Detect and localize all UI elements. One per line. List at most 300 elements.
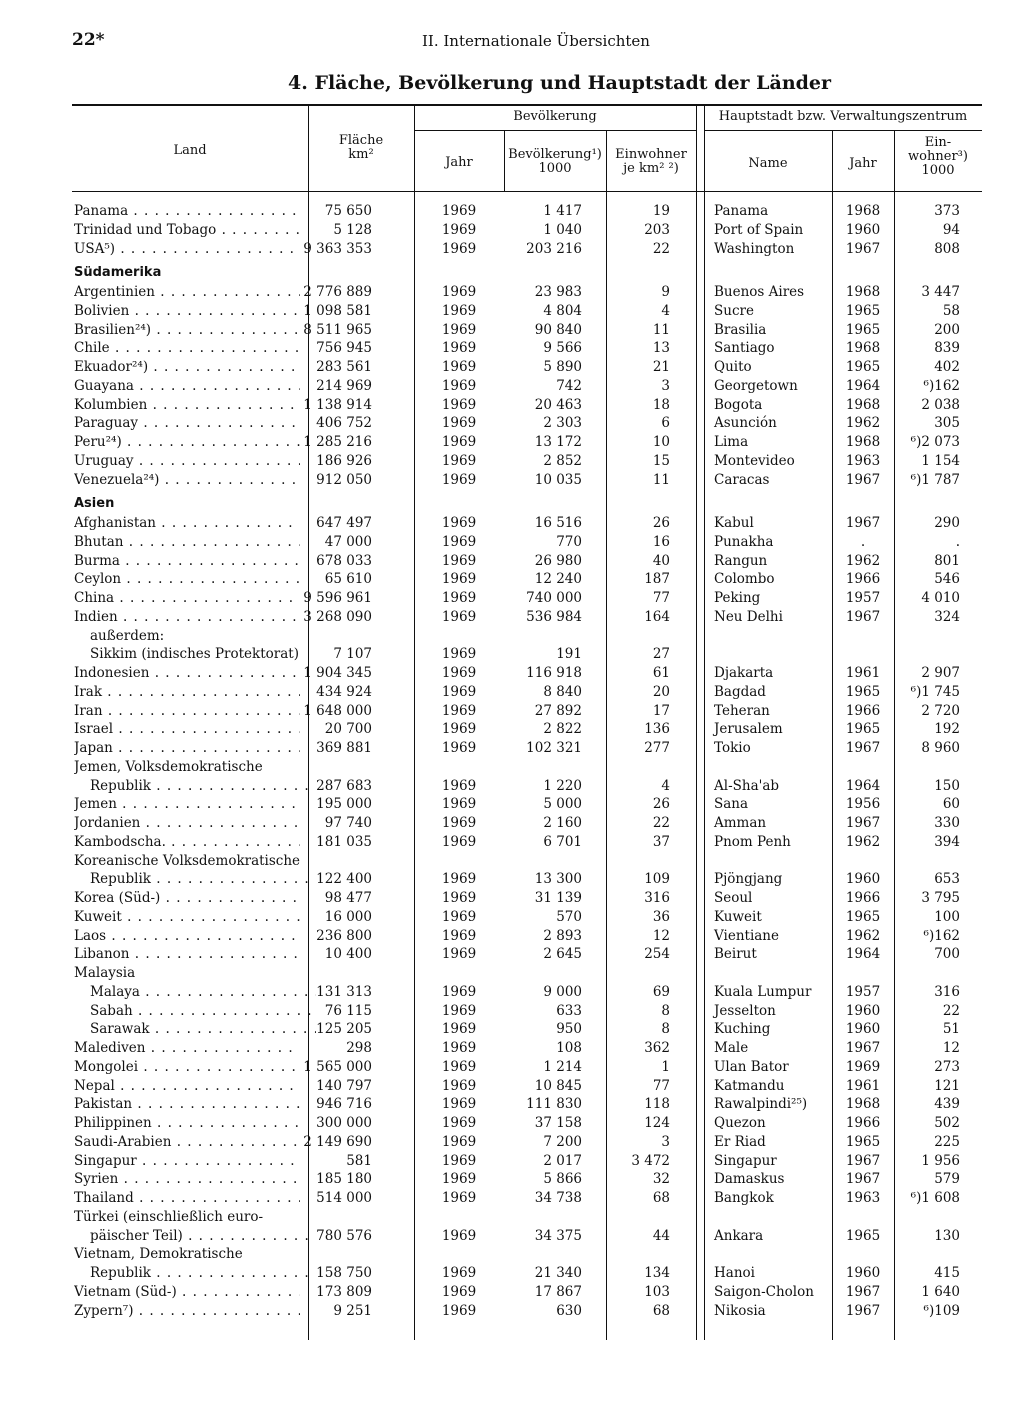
cell-bev: 740 000 [526, 590, 582, 606]
bev-group-rule [414, 130, 696, 131]
country-name: Bhutan . . . [74, 533, 300, 552]
table-row [72, 889, 982, 908]
cell-jahr: 1969 [441, 1283, 477, 1300]
cell-dens: 1 [661, 1058, 670, 1075]
table-row [72, 758, 982, 777]
cell-area: 9 596 961 [303, 590, 372, 606]
cell-cjahr: 1968 [845, 434, 881, 450]
cell-cjahr: 1963 [845, 1190, 881, 1206]
country-name: Sarawak . . . [90, 1020, 316, 1039]
cell-cap: Jesselton [714, 1002, 776, 1019]
table-row [72, 283, 982, 302]
country-name: Jemen . . . [74, 795, 300, 814]
cell-area: 140 797 [316, 1077, 372, 1094]
cell-cinh: 4 010 [921, 590, 960, 606]
cell-dens: 69 [652, 983, 670, 1000]
cell-cap: Jerusalem [714, 721, 783, 738]
cell-cap: Montevideo [714, 452, 795, 469]
cell-cinh: 316 [934, 983, 960, 1000]
table-row [72, 377, 982, 396]
cell-dens: 37 [652, 833, 670, 850]
cell-dens: 15 [652, 452, 670, 469]
cell-dens: 136 [644, 721, 670, 738]
cell-cjahr: 1965 [845, 683, 881, 700]
cell-cinh: 8 960 [921, 740, 960, 756]
cell-bev: 6 701 [543, 833, 582, 850]
country-name: Sikkim (indisches Protektorat) [90, 646, 299, 663]
cell-bev: 2 893 [543, 927, 582, 944]
cell-bev: 108 [556, 1040, 582, 1056]
cell-area: 97 740 [324, 815, 372, 831]
cell-bev: 34 738 [534, 1190, 582, 1206]
cell-cinh: 546 [934, 571, 960, 588]
cell-dens: 11 [652, 471, 670, 488]
cell-jahr: 1969 [441, 683, 477, 700]
table-row [72, 1058, 982, 1077]
cell-cjahr: 1967 [845, 1040, 881, 1056]
country-name: Ekuador²⁴) . . . [74, 358, 300, 377]
cell-area: 780 576 [316, 1227, 372, 1244]
country-name: Afghanistan . . . [74, 514, 300, 533]
cell-dens: 22 [652, 815, 670, 831]
cell-bev: 770 [556, 533, 582, 550]
cell-bev: 16 516 [534, 515, 582, 531]
cell-jahr: 1969 [441, 1040, 477, 1056]
cell-jahr: 1969 [441, 983, 477, 1000]
table-row [72, 927, 982, 946]
cell-bev: 536 984 [526, 608, 582, 625]
col-header-einwohner [894, 136, 982, 178]
cell-bev: 630 [556, 1302, 582, 1319]
cell-jahr: 1969 [441, 340, 477, 357]
country-name: Türkei (einschließlich euro- [74, 1208, 264, 1225]
cell-bev: 13 172 [534, 434, 582, 450]
cell-bev: 26 980 [534, 552, 582, 569]
cell-cinh: 225 [934, 1133, 960, 1150]
cell-cap: Kabul [714, 515, 754, 531]
cell-dens: 254 [644, 946, 670, 963]
cell-area: 1 648 000 [303, 702, 372, 719]
page-header [72, 30, 992, 54]
table-row [72, 1283, 982, 1302]
cell-cjahr: 1967 [845, 1283, 881, 1300]
cell-area: 2 776 889 [303, 284, 372, 300]
country-name: Kuweit . . . [74, 908, 300, 927]
table-row [72, 1133, 982, 1152]
cell-jahr: 1969 [441, 571, 477, 588]
cell-area: 173 809 [316, 1283, 372, 1300]
region-heading-row [72, 264, 982, 283]
cell-jahr: 1969 [441, 321, 477, 338]
cell-bev: 8 840 [543, 683, 582, 700]
country-name: Südamerika [74, 265, 162, 281]
cell-cap: Washington [714, 240, 795, 257]
country-name: Asien [74, 496, 115, 512]
table-title: 4. Fläche, Bevölkerung und Hauptstadt der Länder [288, 72, 832, 94]
country-name: Jordanien . . . [74, 814, 300, 833]
cell-area: 158 750 [316, 1265, 372, 1281]
cell-dens: 134 [644, 1265, 670, 1281]
cell-cinh: 330 [934, 815, 960, 831]
cell-cap: Bagdad [714, 683, 766, 700]
cell-cjahr: 1967 [845, 515, 881, 531]
table-row [72, 302, 982, 321]
cell-bev: 10 035 [534, 471, 582, 488]
cell-cjahr: 1965 [845, 359, 881, 375]
cell-jahr: 1969 [441, 646, 477, 663]
table-row [72, 777, 982, 796]
cell-cinh: 2 038 [921, 396, 960, 413]
cell-bev: 203 216 [526, 240, 582, 257]
cell-area: 10 400 [324, 946, 372, 963]
cell-cjahr: 1966 [845, 1115, 881, 1131]
cell-dens: 3 [661, 1133, 670, 1150]
cell-dens: 77 [652, 1077, 670, 1094]
table-row [72, 589, 982, 608]
cell-bev: 13 300 [534, 871, 582, 888]
cell-cinh: ⁶)2 073 [910, 434, 960, 450]
cell-jahr: 1969 [441, 740, 477, 756]
cell-bev: 1 220 [543, 777, 582, 794]
cell-cinh: 415 [934, 1265, 960, 1281]
cell-cap: Hanoi [714, 1265, 755, 1281]
cell-cjahr: 1965 [845, 302, 881, 319]
table-row [72, 1264, 982, 1283]
table-row [72, 1077, 982, 1096]
cell-cinh: . [955, 533, 960, 550]
cell-area: 581 [346, 1152, 372, 1169]
table-row [72, 396, 982, 415]
cell-bev: 34 375 [534, 1227, 582, 1244]
cell-bev: 1 417 [543, 203, 582, 219]
cell-jahr: 1969 [441, 533, 477, 550]
cell-cjahr: 1968 [845, 284, 881, 300]
col-header-bevoelkerung [504, 148, 606, 176]
cell-dens: 44 [652, 1227, 670, 1244]
cell-cjahr: 1966 [845, 890, 881, 906]
col-header-bev-line2: 1000 [538, 161, 572, 176]
cell-cinh: 2 720 [921, 702, 960, 719]
cell-cap: Quito [714, 359, 752, 375]
cell-dens: 26 [652, 796, 670, 813]
cell-cinh: 700 [934, 946, 960, 963]
table-row [72, 1227, 982, 1246]
cell-area: 75 650 [324, 203, 372, 219]
cell-jahr: 1969 [441, 590, 477, 606]
cell-jahr: 1969 [441, 396, 477, 413]
cell-bev: 2 822 [543, 721, 582, 738]
col-header-dichte-line2: je km² ²) [623, 161, 679, 176]
page-number: 22* [72, 30, 105, 50]
cell-cjahr: 1961 [845, 1077, 881, 1094]
table-row [72, 514, 982, 533]
cell-bev: 116 918 [526, 665, 582, 681]
cell-cinh: 394 [934, 833, 960, 850]
country-name: Pakistan . . . [74, 1095, 300, 1114]
cell-jahr: 1969 [441, 377, 477, 394]
table-row [72, 202, 982, 221]
table-body [72, 202, 982, 1320]
cell-cjahr: 1967 [845, 1152, 881, 1169]
cell-dens: 316 [644, 890, 670, 906]
cell-jahr: 1969 [441, 240, 477, 257]
cell-cap: Er Riad [714, 1133, 766, 1150]
col-header-land: Land [173, 143, 207, 158]
table-row [72, 608, 982, 627]
cell-dens: 16 [652, 533, 670, 550]
cell-cjahr: 1967 [845, 608, 881, 625]
table-row [72, 1189, 982, 1208]
cell-area: 125 205 [316, 1021, 372, 1038]
cell-cinh: 801 [934, 552, 960, 569]
country-name: Brasilien²⁴) . . . [74, 321, 300, 340]
cell-dens: 4 [661, 777, 670, 794]
cell-dens: 8 [661, 1021, 670, 1038]
country-name: Ceylon . . . [74, 570, 300, 589]
cell-jahr: 1969 [441, 1171, 477, 1188]
table-row [72, 1002, 982, 1021]
cell-area: 287 683 [316, 777, 372, 794]
cell-cinh: 808 [934, 240, 960, 257]
cell-cap: Sana [714, 796, 749, 813]
cell-dens: 362 [644, 1040, 670, 1056]
cell-cjahr: 1963 [845, 452, 881, 469]
table-row [72, 814, 982, 833]
cell-area: 298 [346, 1040, 372, 1056]
cell-jahr: 1969 [441, 796, 477, 813]
region-heading-row [72, 495, 982, 514]
country-name: Japan . . . [74, 739, 300, 758]
cell-cjahr: . [860, 533, 866, 550]
cell-area: 98 477 [324, 890, 372, 906]
cell-bev: 950 [556, 1021, 582, 1038]
cell-jahr: 1969 [441, 946, 477, 963]
cell-dens: 277 [644, 740, 670, 756]
cell-cjahr: 1960 [845, 1002, 881, 1019]
cell-area: 9 251 [333, 1302, 372, 1319]
cell-dens: 17 [652, 702, 670, 719]
cell-area: 65 610 [324, 571, 372, 588]
cell-cap: Singapur [714, 1152, 777, 1169]
cell-area: 186 926 [316, 452, 372, 469]
cell-cap: Georgetown [714, 377, 798, 394]
cell-bev: 1 214 [543, 1058, 582, 1075]
cell-bev: 21 340 [534, 1265, 582, 1281]
cell-dens: 3 472 [631, 1152, 670, 1169]
cell-cjahr: 1956 [845, 796, 881, 813]
cell-cinh: 58 [942, 302, 960, 319]
cell-jahr: 1969 [441, 221, 477, 238]
cell-cap: Teheran [714, 702, 770, 719]
table-row [72, 1039, 982, 1058]
cell-bev: 742 [556, 377, 582, 394]
cell-jahr: 1969 [441, 608, 477, 625]
cell-area: 647 497 [316, 515, 372, 531]
table-row [72, 321, 982, 340]
cell-cjahr: 1969 [845, 1058, 881, 1075]
country-name: Sabah . . . [90, 1002, 316, 1021]
country-name: Republik . . . [90, 777, 316, 796]
country-name: Malediven . . . [74, 1039, 300, 1058]
cell-dens: 10 [652, 434, 670, 450]
table-row [72, 1170, 982, 1189]
country-name: Uruguay . . . [74, 452, 300, 471]
cell-cap: Nikosia [714, 1302, 766, 1319]
cell-cjahr: 1965 [845, 1227, 881, 1244]
country-name: Iran . . . [74, 702, 300, 721]
table-row [72, 1114, 982, 1133]
cell-area: 122 400 [316, 871, 372, 888]
cell-jahr: 1969 [441, 927, 477, 944]
cell-bev: 2 017 [543, 1152, 582, 1169]
table-row [72, 833, 982, 852]
cell-dens: 164 [644, 608, 670, 625]
cell-cap: Port of Spain [714, 221, 804, 238]
cell-bev: 2 160 [543, 815, 582, 831]
country-name: Libanon . . . [74, 945, 300, 964]
cell-bev: 191 [556, 646, 582, 663]
cell-cjahr: 1960 [845, 221, 881, 238]
cell-jahr: 1969 [441, 1115, 477, 1131]
cell-cap: Colombo [714, 571, 775, 588]
table-row [72, 645, 982, 664]
cell-cinh: 12 [942, 1040, 960, 1056]
cell-cinh: 121 [934, 1077, 960, 1094]
cell-jahr: 1969 [441, 359, 477, 375]
cell-cap: Panama [714, 203, 769, 219]
cell-cap: Rangun [714, 552, 768, 569]
cell-cjahr: 1968 [845, 1096, 881, 1113]
cell-cjahr: 1964 [845, 377, 881, 394]
cell-cjahr: 1960 [845, 871, 881, 888]
table-row [72, 945, 982, 964]
cell-cjahr: 1967 [845, 240, 881, 257]
cell-jahr: 1969 [441, 1302, 477, 1319]
cell-cinh: 1 640 [921, 1283, 960, 1300]
cell-cinh: 51 [942, 1021, 960, 1038]
cell-area: 20 700 [324, 721, 372, 738]
country-name: Bolivien . . . [74, 302, 300, 321]
table-row [72, 552, 982, 571]
cell-cjahr: 1962 [845, 415, 881, 432]
cell-dens: 118 [644, 1096, 670, 1113]
cell-bev: 31 139 [534, 890, 582, 906]
cell-cinh: 290 [934, 515, 960, 531]
cell-area: 369 881 [316, 740, 372, 756]
cell-cjahr: 1957 [845, 983, 881, 1000]
data-table [72, 104, 982, 1340]
cell-cinh: 150 [934, 777, 960, 794]
cell-dens: 8 [661, 1002, 670, 1019]
cell-jahr: 1969 [441, 452, 477, 469]
cell-cap: Pjöngjang [714, 871, 783, 888]
country-name: Vietnam (Süd-) . . . [74, 1283, 300, 1302]
cell-dens: 68 [652, 1190, 670, 1206]
cell-jahr: 1969 [441, 1133, 477, 1150]
table-row [72, 358, 982, 377]
cell-cjahr: 1962 [845, 552, 881, 569]
cell-bev: 5 866 [543, 1171, 582, 1188]
cell-jahr: 1969 [441, 203, 477, 219]
cell-area: 946 716 [316, 1096, 372, 1113]
cell-cinh: 130 [934, 1227, 960, 1244]
cell-cinh: 3 447 [921, 284, 960, 300]
col-header-flaeche [308, 134, 414, 162]
cell-cinh: 439 [934, 1096, 960, 1113]
cell-area: 678 033 [316, 552, 372, 569]
cell-cinh: ⁶)1 745 [910, 683, 960, 700]
table-row [72, 1208, 982, 1227]
cell-dens: 124 [644, 1115, 670, 1131]
cell-dens: 103 [644, 1283, 670, 1300]
cell-dens: 36 [652, 908, 670, 925]
cell-jahr: 1969 [441, 1021, 477, 1038]
cell-jahr: 1969 [441, 721, 477, 738]
cell-cap: Tokio [714, 740, 751, 756]
cell-cjahr: 1965 [845, 908, 881, 925]
cell-cinh: 2 907 [921, 665, 960, 681]
cell-jahr: 1969 [441, 1058, 477, 1075]
cell-cjahr: 1968 [845, 396, 881, 413]
cell-area: 912 050 [316, 471, 372, 488]
table-row [72, 471, 982, 490]
cell-cinh: 324 [934, 608, 960, 625]
table-row [72, 664, 982, 683]
cell-cinh: 839 [934, 340, 960, 357]
cell-dens: 3 [661, 377, 670, 394]
cap-group-rule [704, 130, 982, 131]
country-name: Irak . . . [74, 683, 300, 702]
cell-jahr: 1969 [441, 665, 477, 681]
country-name: Zypern⁷) . . . [74, 1302, 300, 1321]
cell-jahr: 1969 [441, 302, 477, 319]
table-row [72, 908, 982, 927]
country-name: Guayana . . . [74, 377, 300, 396]
cell-cinh: 22 [942, 1002, 960, 1019]
cell-jahr: 1969 [441, 1002, 477, 1019]
cell-bev: 90 840 [534, 321, 582, 338]
cell-area: 300 000 [316, 1115, 372, 1131]
cell-cap: Punakha [714, 533, 774, 550]
col-header-dichte-line1: Einwohner [615, 147, 687, 162]
cell-jahr: 1969 [441, 434, 477, 450]
country-name: Kolumbien . . . [74, 396, 300, 415]
cell-jahr: 1969 [441, 833, 477, 850]
cell-dens: 12 [652, 927, 670, 944]
cell-area: 185 180 [316, 1171, 372, 1188]
table-row [72, 339, 982, 358]
cell-cinh: 273 [934, 1058, 960, 1075]
cell-cinh: 192 [934, 721, 960, 738]
cell-cinh: ⁶)162 [923, 377, 960, 394]
cell-dens: 27 [652, 646, 670, 663]
country-name: Laos . . . [74, 927, 300, 946]
country-name: USA⁵) . . . [74, 240, 300, 259]
country-name: Republik . . . [90, 1264, 316, 1283]
country-name: Mongolei . . . [74, 1058, 300, 1077]
country-name: Indonesien . . . [74, 664, 300, 683]
country-name: Kambodscha. . . . [74, 833, 300, 852]
cell-jahr: 1969 [441, 471, 477, 488]
cell-area: 1 285 216 [303, 434, 372, 450]
cell-jahr: 1969 [441, 702, 477, 719]
table-row [72, 433, 982, 452]
cell-jahr: 1969 [441, 777, 477, 794]
country-name: Malaysia [74, 965, 136, 981]
cell-cinh: 60 [942, 796, 960, 813]
table-row [72, 452, 982, 471]
country-name: Philippinen . . . [74, 1114, 300, 1133]
